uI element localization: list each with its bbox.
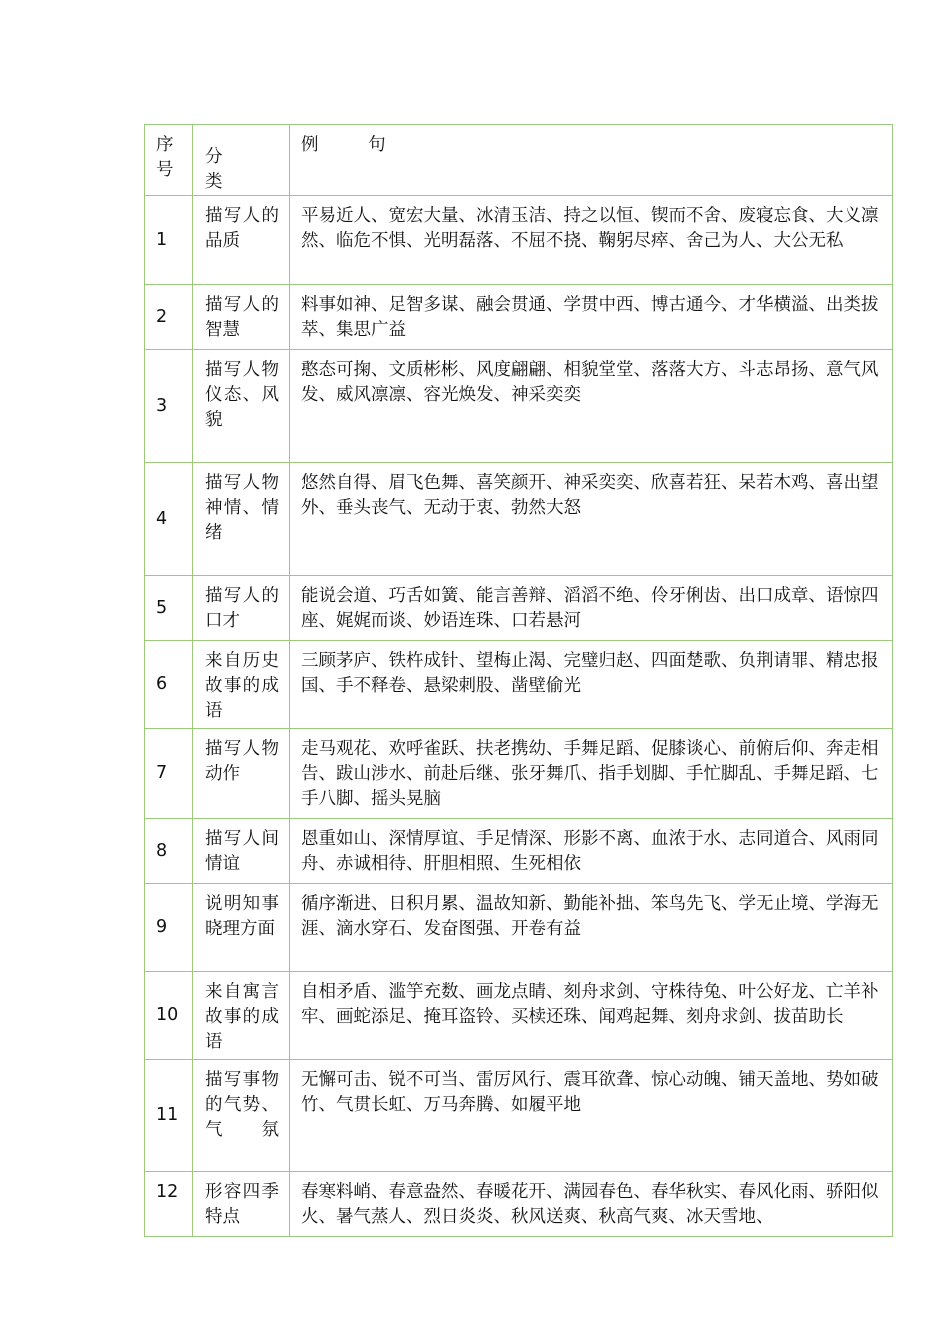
row-category: [193, 463, 290, 576]
row-category: [193, 285, 290, 350]
row-category: [193, 972, 290, 1060]
row-category-text: 描写人的品质: [205, 206, 279, 251]
table-row: [145, 576, 893, 641]
row-examples: 悠然自得、眉飞色舞、喜笑颜开、神采奕奕、欣喜若狂、呆若木鸡、喜出望外、垂头丧气、无动于衷、勃然大怒: [290, 463, 893, 576]
row-category: [193, 819, 290, 884]
table-row: [145, 819, 893, 884]
row-number: 4: [145, 463, 193, 576]
row-number: 10: [145, 972, 193, 1060]
table-row: [145, 196, 893, 285]
row-number: 8: [145, 819, 193, 884]
row-category: [193, 576, 290, 641]
row-number: 1: [145, 196, 193, 285]
table-row: [145, 729, 893, 819]
row-category-text: 描写事物的气势、气氛: [205, 1070, 279, 1140]
row-number: 6: [145, 641, 193, 729]
row-examples: 走马观花、欢呼雀跃、扶老携幼、手舞足蹈、促膝谈心、前俯后仰、奔走相告、跋山涉水、前赴后继、张牙舞爪、指手划脚、手忙脚乱、手舞足蹈、七手八脚、摇头晃脑: [290, 729, 893, 819]
row-number: 12: [145, 1172, 193, 1237]
row-category-text: 来自历史故事的成语: [205, 651, 279, 721]
table-header-row: [145, 125, 893, 196]
idiom-table: [144, 124, 893, 1237]
table-row: [145, 1060, 893, 1172]
table-row: [145, 463, 893, 576]
row-category-text: 形容四季特点: [205, 1182, 279, 1227]
row-category-text: 来自寓言故事的成语: [205, 982, 279, 1052]
row-examples: 能说会道、巧舌如簧、能言善辩、滔滔不绝、伶牙俐齿、出口成章、语惊四座、娓娓而谈、妙语连珠、口若悬河: [290, 576, 893, 641]
table-row: [145, 884, 893, 972]
row-number: 5: [145, 576, 193, 641]
row-category-text: 描写人物神情、情绪: [205, 473, 279, 543]
row-examples: 三顾茅庐、铁杵成针、望梅止渴、完璧归赵、四面楚歌、负荆请罪、精忠报国、手不释卷、悬梁刺股、凿壁偷光: [290, 641, 893, 729]
table-body: [145, 196, 893, 1237]
row-number: 2: [145, 285, 193, 350]
table-row: [145, 972, 893, 1060]
row-examples: 恩重如山、深情厚谊、手足情深、形影不离、血浓于水、志同道合、风雨同舟、赤诚相待、肝胆相照、生死相依: [290, 819, 893, 884]
row-number: 3: [145, 350, 193, 463]
row-category: [193, 884, 290, 972]
row-number: 7: [145, 729, 193, 819]
row-category: [193, 350, 290, 463]
row-examples: 春寒料峭、春意盎然、春暖花开、满园春色、春华秋实、春风化雨、骄阳似火、暑气蒸人、烈日炎炎、秋风送爽、秋高气爽、冰天雪地、: [290, 1172, 893, 1237]
row-examples: 料事如神、足智多谋、融会贯通、学贯中西、博古通今、才华横溢、出类拔萃、集思广益: [290, 285, 893, 350]
row-category-text: 描写人物动作: [205, 739, 279, 784]
table-row: [145, 641, 893, 729]
row-category: [193, 1172, 290, 1237]
header-examples: [290, 125, 893, 196]
row-category-text: 说明知事晓理方面: [205, 894, 279, 939]
row-category-text: 描写人间情谊: [205, 829, 279, 874]
header-num: 序号: [145, 125, 193, 196]
row-category: [193, 1060, 290, 1172]
header-category: [193, 125, 290, 196]
row-category-text: 描写人的智慧: [205, 295, 279, 340]
row-examples: 无懈可击、锐不可当、雷厉风行、震耳欲聋、惊心动魄、铺天盖地、势如破竹、气贯长虹、万马奔腾、如履平地: [290, 1060, 893, 1172]
header-examples-label: 例 句: [301, 135, 408, 155]
row-examples: 循序渐进、日积月累、温故知新、勤能补拙、笨鸟先飞、学无止境、学海无涯、滴水穿石、发奋图强、开卷有益: [290, 884, 893, 972]
row-category-text: 描写人物仪态、风貌: [205, 360, 279, 430]
table-row: [145, 350, 893, 463]
table-row: [145, 1172, 893, 1237]
row-examples: 自相矛盾、滥竽充数、画龙点睛、刻舟求剑、守株待兔、叶公好龙、亡羊补牢、画蛇添足、掩耳盗铃、买椟还珠、闻鸡起舞、刻舟求剑、拔苗助长: [290, 972, 893, 1060]
row-number: 11: [145, 1060, 193, 1172]
row-examples: 憨态可掬、文质彬彬、风度翩翩、相貌堂堂、落落大方、斗志昂扬、意气风发、威风凛凛、容光焕发、神采奕奕: [290, 350, 893, 463]
row-category-text: 描写人的口才: [205, 586, 279, 631]
header-category-label: 分 类: [205, 147, 235, 192]
row-category: [193, 729, 290, 819]
table-row: [145, 285, 893, 350]
row-number: 9: [145, 884, 193, 972]
row-category: [193, 641, 290, 729]
row-category: [193, 196, 290, 285]
row-examples: 平易近人、宽宏大量、冰清玉洁、持之以恒、锲而不舍、废寝忘食、大义凛然、临危不惧、光明磊落、不屈不挠、鞠躬尽瘁、舍己为人、大公无私: [290, 196, 893, 285]
